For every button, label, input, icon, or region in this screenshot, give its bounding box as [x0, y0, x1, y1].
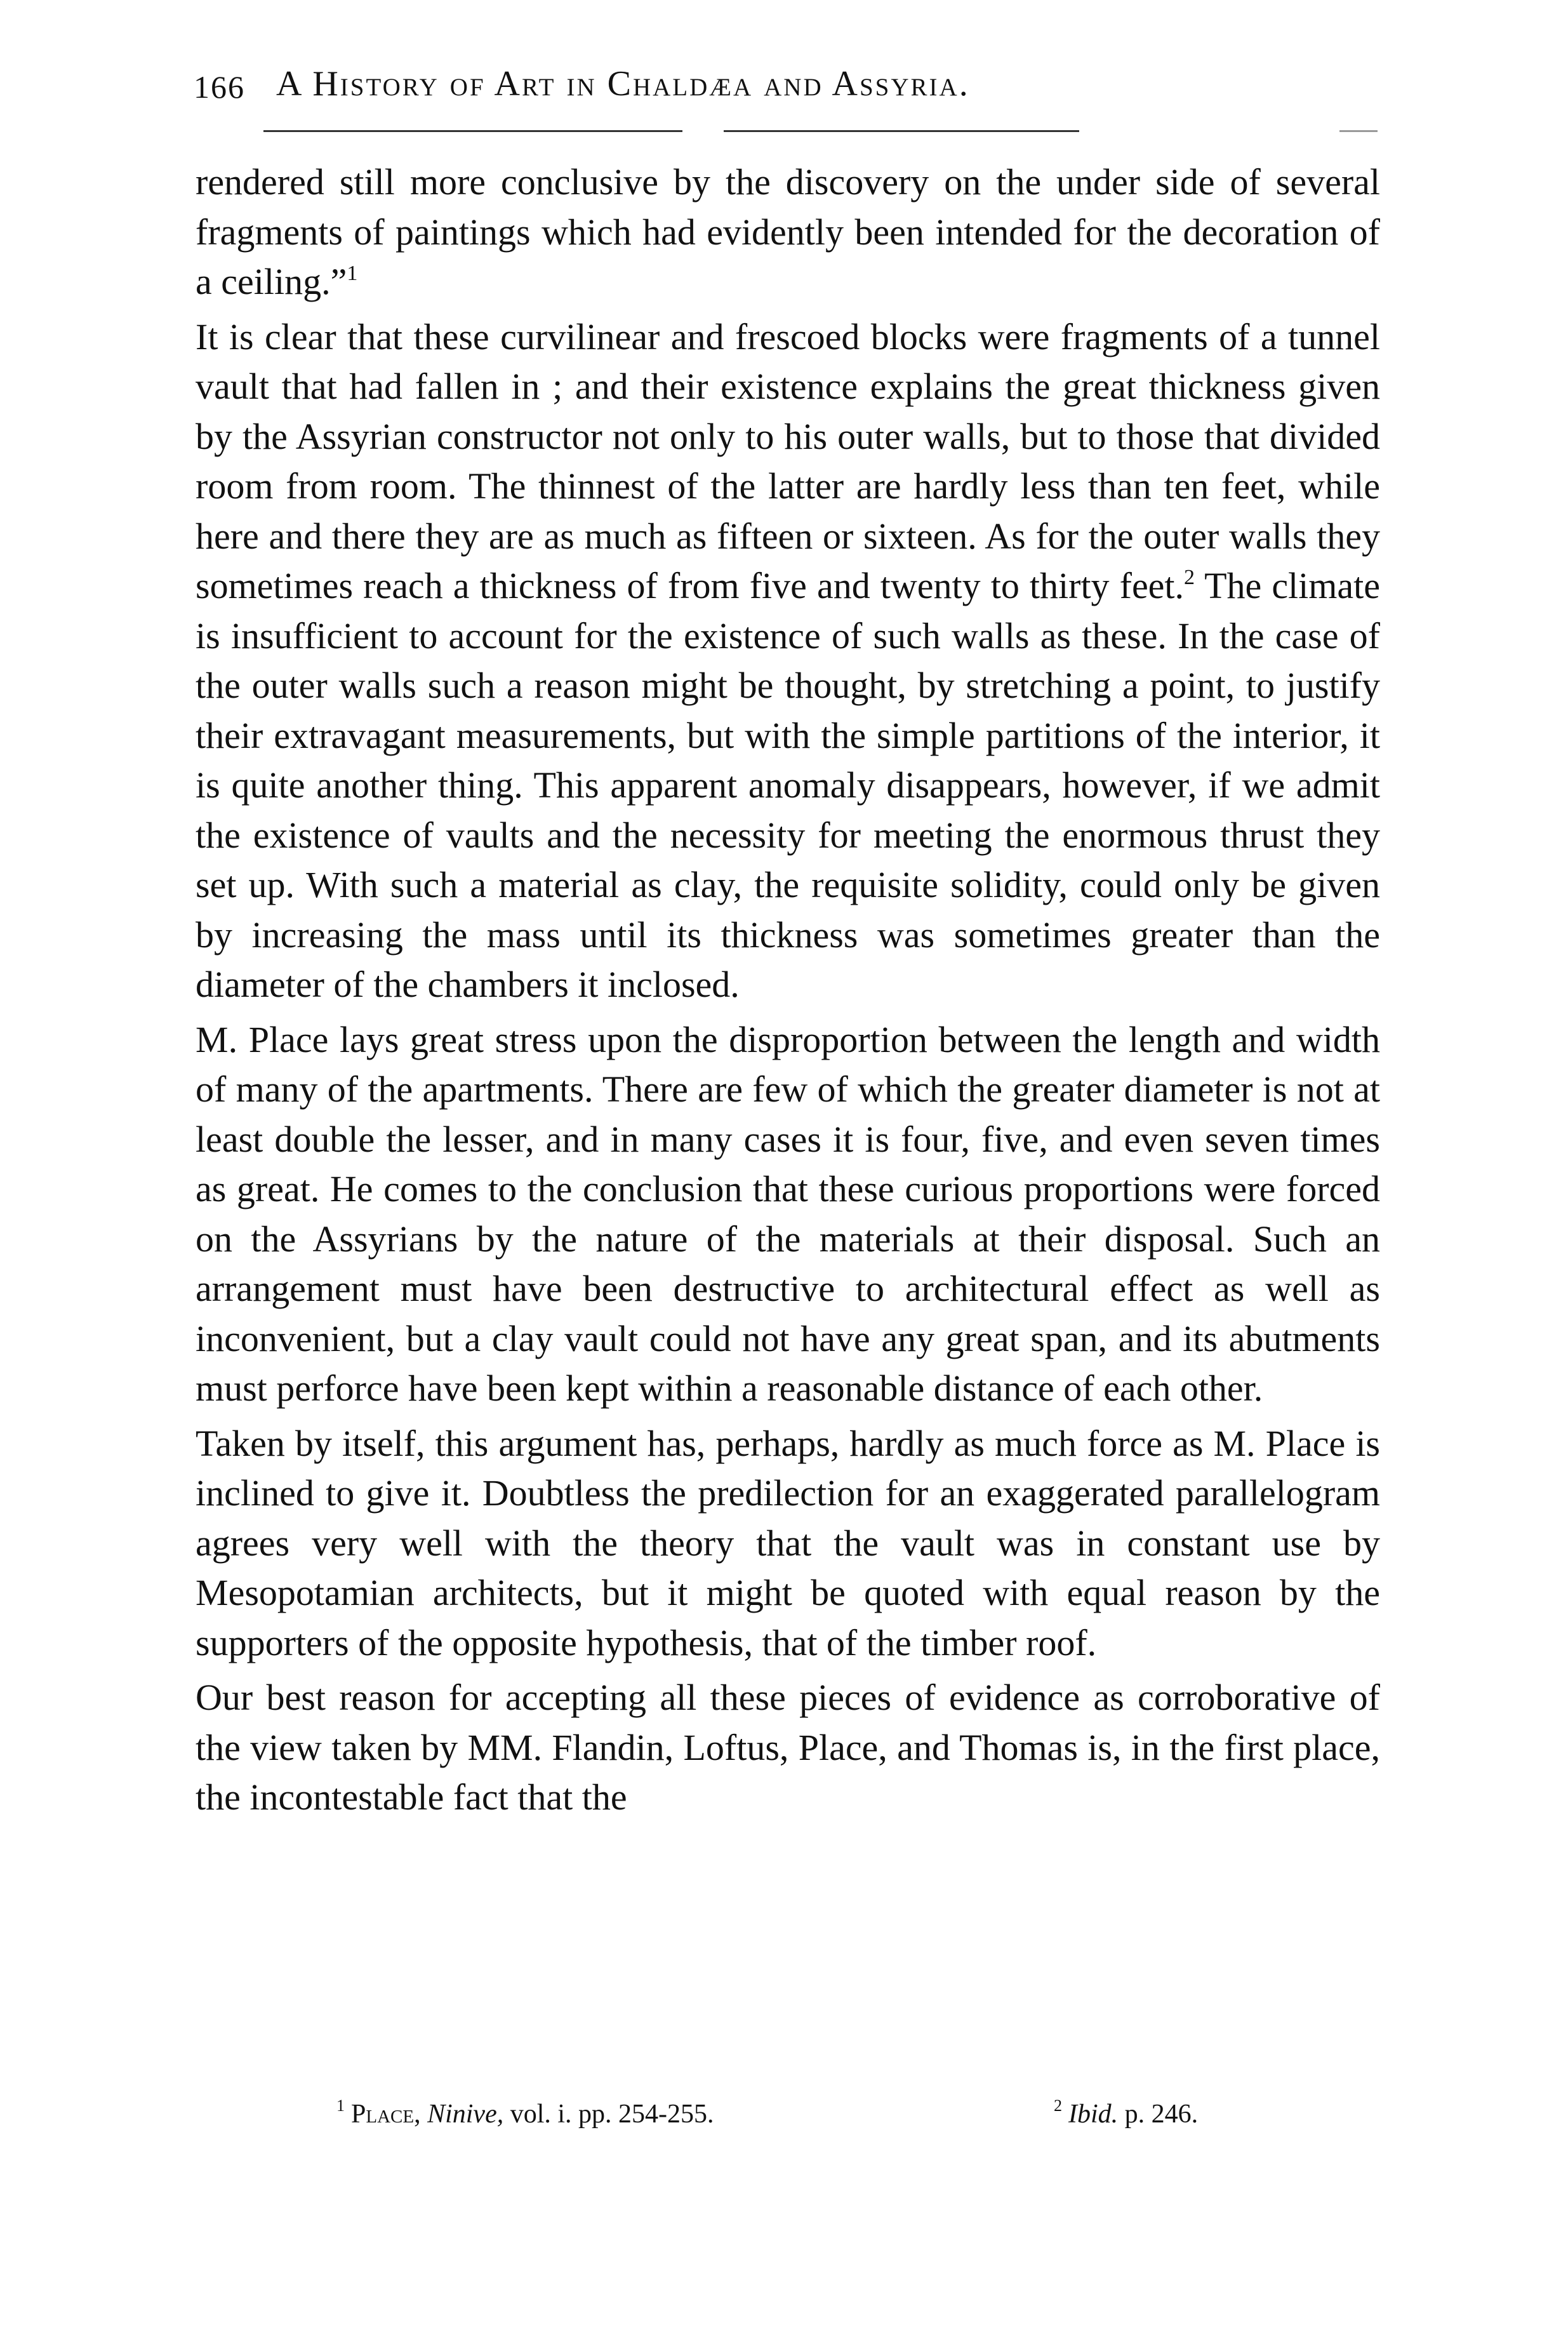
- running-title: A History of Art in Chaldæa and Assyria.: [276, 64, 970, 103]
- header-rule: [1339, 130, 1378, 132]
- page-header: [194, 63, 1381, 114]
- header-rule: [263, 130, 682, 132]
- paragraph: It is clear that these curvilinear and frescoed blocks were fragments of a tunnel vault that had fallen in ; and their existence explains the great thickness given by the Assyrian constructor not only to his outer walls, but to those that divided room from room. The thinnest of the latter are hardly less than ten feet, while here and there they are as much as fifteen or sixteen. As for the outer walls they sometimes reach a thickness of from five and twenty to thirty feet.$^2$ The climate is insufficient to account for the existence of such walls as these. In the case of the outer walls such a reason might be thought, by stretching a point, to justify their extravagant measurements, but with the simple partitions of the interior, it is quite another thing. This apparent anomaly disappears, however, if we admit the existence of vaults and the necessity for meeting the enormous thrust they set up. With such a material as clay, the requisite solidity, could only be given by increasing the mass until its thickness was sometimes greater than the diameter of the chambers it inclosed.: [196, 316, 1381, 1005]
- footnote-author: Place,: [351, 2100, 421, 2129]
- footnote-citation: vol. i. pp. 254-255.: [503, 2100, 714, 2129]
- body-text: [196, 157, 1380, 1828]
- footnote-title: Ibid.: [1068, 2100, 1119, 2129]
- page-number: 166: [194, 69, 245, 105]
- header-rule: [724, 130, 1079, 132]
- footnote-marker: 1: [336, 2096, 345, 2115]
- paragraph: Taken by itself, this argument has, perhaps, hardly as much force as M. Place is inclined to give it. Doubtless the predilection for an exaggerated parallelogram agrees very well with the theory that the vault was in constant use by Mesopotamian architects, but it might be quoted with equal reason by the supporters of the opposite hypothesis, that of the timber roof.: [196, 1422, 1380, 1663]
- footnote-marker: 2: [1054, 2096, 1062, 2115]
- footnote-ref[interactable]: 2: [1184, 566, 1195, 589]
- footnote-1: [336, 2096, 714, 2129]
- footnote-citation: p. 246.: [1118, 2100, 1199, 2129]
- footnote-2: [1054, 2096, 1199, 2129]
- paragraph: rendered still more conclusive by the discovery on the under side of several fragments of paintings which had evidently been intended for the decoration of a ceiling.”$^1$: [196, 161, 1380, 302]
- footnote-ref[interactable]: 1: [347, 262, 358, 285]
- paragraph: M. Place lays great stress upon the disproportion between the length and width of many of the apartments. There are few of which the greater diameter is not at least double the lesser, and in many cases it is four, five, and even seven times as great. He comes to the conclusion that these curious proportions were forced on the Assyrians by the nature of the materials at their disposal. Such an arrangement must have been destructive to architectural effect as well as inconvenient, but a clay vault could not have any great span, and its abutments must perforce have been kept within a reasonable distance of each other.: [196, 1018, 1380, 1409]
- paragraph: Our best reason for accepting all these pieces of evidence as corroborative of the view taken by MM. Flandin, Loftus, Place, and Thomas is, in the first place, the incontestable fact that the: [196, 1677, 1380, 1818]
- footnote-title: Ninive,: [427, 2100, 504, 2129]
